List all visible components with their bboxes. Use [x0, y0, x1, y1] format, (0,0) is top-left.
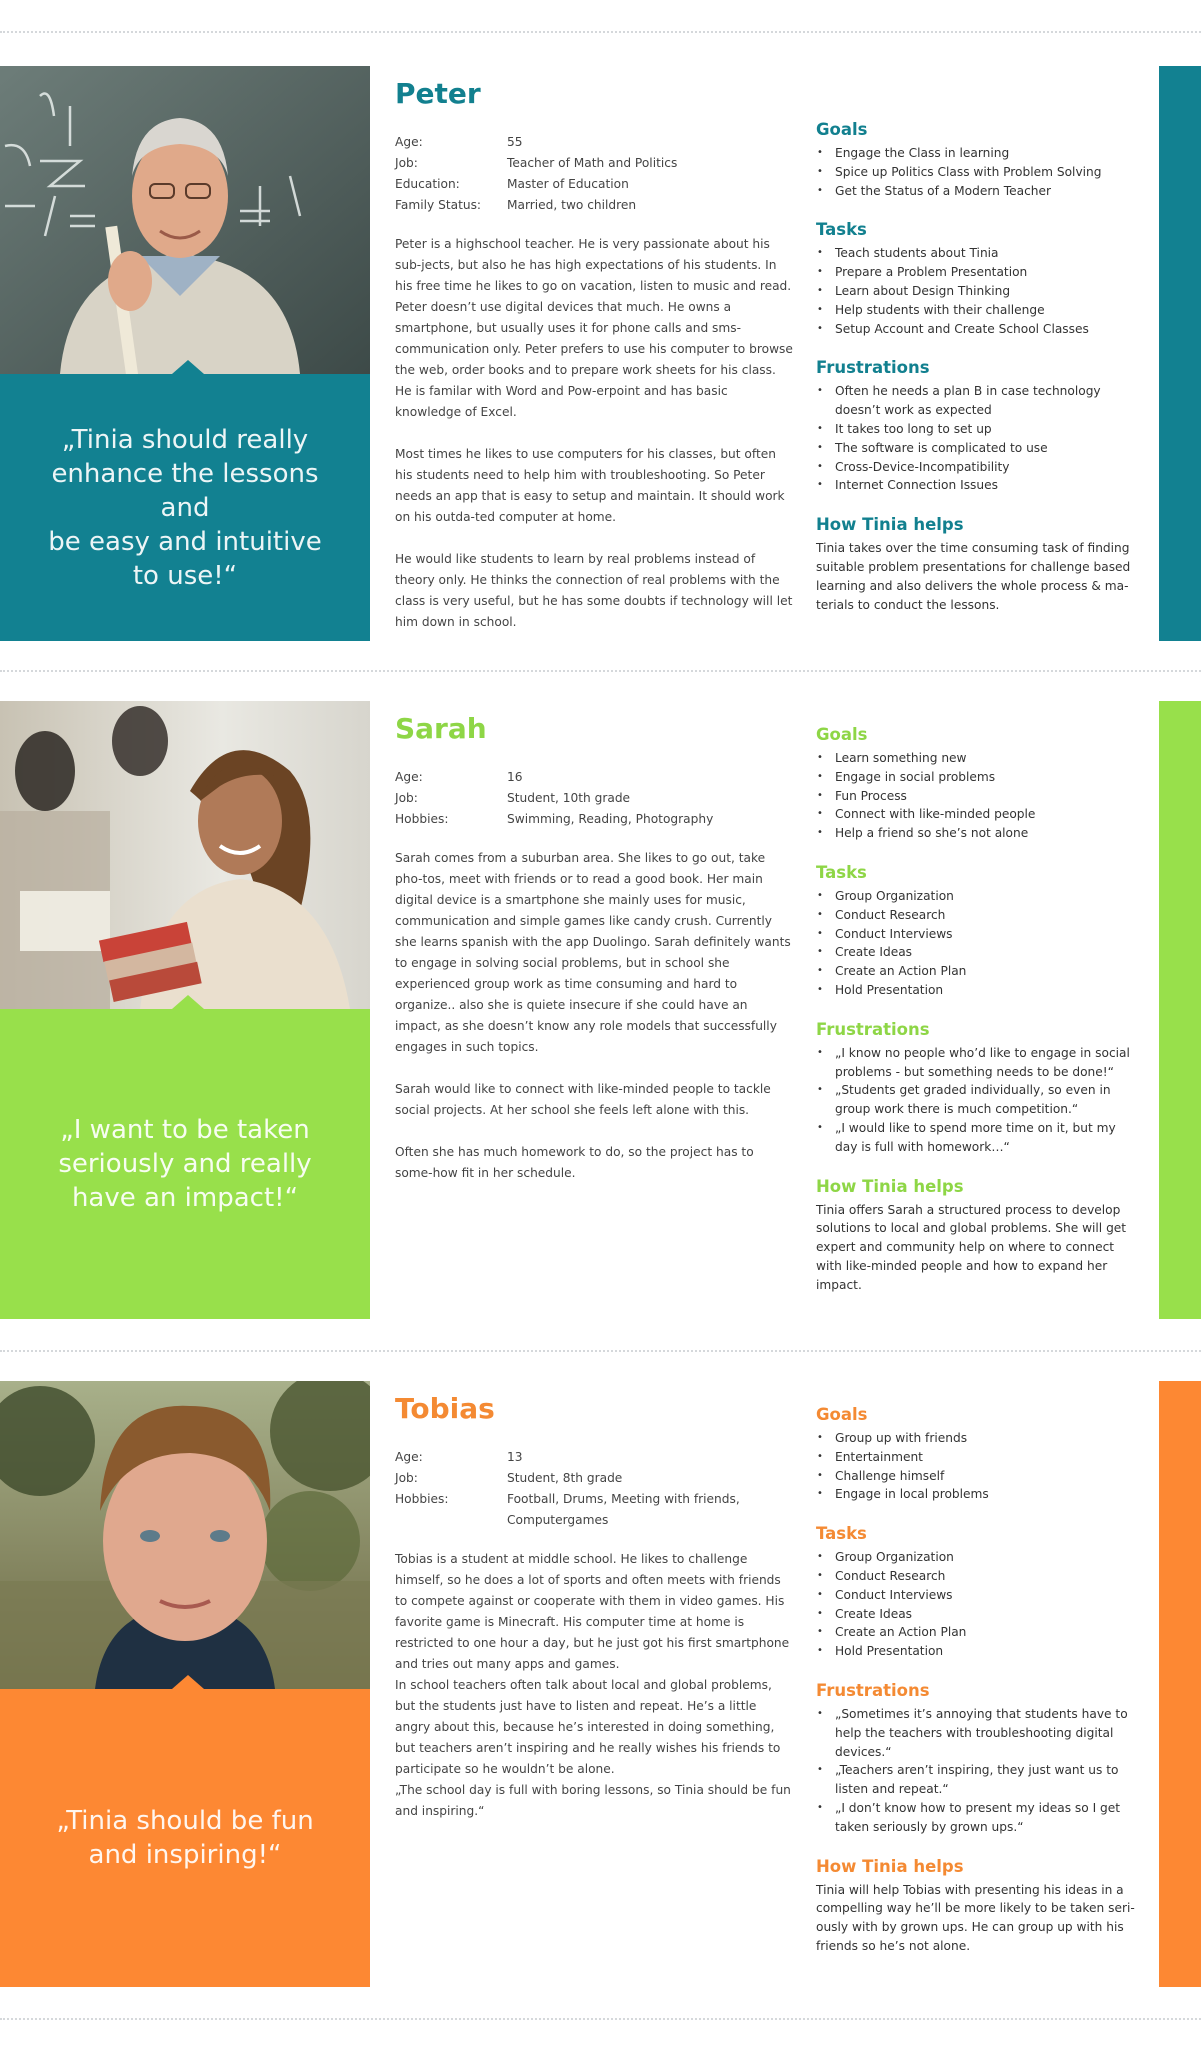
list-item: • Engage in social problems: [816, 768, 1136, 787]
persona-bio-paragraph: Most times he likes to use computers for his classes, but often his students need to help him with troubleshooting. So Peter needs an app that is easy to setup and maintain. It should work on his outda-ted computer at home.: [395, 447, 785, 524]
persona-bio-paragraph: Tobias is a student at middle school. He likes to challenge himself, so he does a lot of sports and often meets with friends to compete against or cooperate with them in video games. His favorite game is Minecraft. His computer time at home is restricted to one hour a day, but he just got his first smartphone and tries out many apps and games.: [395, 1552, 790, 1671]
list-item: • The software is complicated to use: [816, 439, 1136, 458]
list-item: • Cross-Device-Incompatibility: [816, 458, 1136, 477]
list-item: • Hold Presentation: [816, 1642, 1136, 1661]
how-tinia-helps-heading: How Tinia helps: [816, 1176, 964, 1196]
list-item: • Help a friend so she’s not alone: [816, 824, 1136, 843]
tasks-heading: Tasks: [816, 1524, 867, 1544]
list-item: • Conduct Research: [816, 906, 1136, 925]
list-item: • „Students get graded individually, so even in group work there is much competition.“: [816, 1081, 1136, 1119]
list-item: • „I don’t know how to present my ideas so I get taken seriously by grown ups.“: [816, 1799, 1136, 1837]
fact-value: Swimming, Reading, Photography: [507, 812, 714, 826]
fact-value: Married, two children: [507, 198, 637, 212]
persona-photo: [0, 66, 370, 374]
teacher-photo-illustration: [0, 66, 370, 374]
frustrations-heading: Frustrations: [816, 358, 930, 378]
persona-card-sarah: [0, 701, 1201, 1319]
fact-label: Job:: [395, 156, 418, 170]
goals-list: [816, 749, 1136, 843]
fact-value: 13: [507, 1450, 523, 1464]
persona-name: Tobias: [395, 1392, 495, 1425]
list-item: • Internet Connection Issues: [816, 476, 1136, 495]
fact-label: Age:: [395, 1450, 423, 1464]
frustrations-heading: Frustrations: [816, 1019, 930, 1039]
fact-label: Job:: [395, 791, 418, 805]
list-item: • It takes too long to set up: [816, 420, 1136, 439]
persona-quote: „Tinia should really enhance the lessons and be easy and intuitive to use!“: [48, 424, 322, 591]
frustrations-list: [816, 1705, 1136, 1837]
tasks-list: [816, 887, 1136, 1000]
goals-heading: Goals: [816, 1405, 868, 1424]
accent-bar: [1159, 701, 1201, 1319]
list-item: • Challenge himself: [816, 1467, 1136, 1486]
persona-quote-box: [0, 374, 370, 641]
persona-card-tobias: [0, 1381, 1201, 1987]
fact-value: Football, Drums, Meeting with friends, Computergames: [507, 1492, 740, 1527]
persona-bio-paragraph: Sarah comes from a suburban area. She likes to go out, take pho-tos, meet with friends or to read a good book. Her main digital device is a smartphone she mainly uses for music, communication and simple games like candy crush. Currently she learns spanish with the app Duolingo. Sarah definitely wants to engage in solving social problems, but in school she experienced group work as time consuming and hard to organize.. also she is quiete insecure if she could have an impact, as she doesn’t know any role models that successfully engages in such topics.: [395, 851, 791, 1054]
notch-arrow-icon: [172, 995, 204, 1009]
persona-bio-paragraph: Sarah would like to connect with like-minded people to tackle social projects. At her school she feels left alone with this.: [395, 1082, 771, 1117]
fact-value: 55: [507, 135, 523, 149]
accent-bar: [1159, 1381, 1201, 1987]
how-tinia-helps-heading: How Tinia helps: [816, 515, 964, 535]
goals-heading: Goals: [816, 120, 868, 139]
goals-heading: Goals: [816, 725, 868, 744]
list-item: • Learn about Design Thinking: [816, 282, 1136, 301]
persona-card-peter: [0, 66, 1201, 641]
fact-value: 16: [507, 770, 523, 784]
notch-arrow-icon: [172, 1675, 204, 1689]
list-item: • Hold Presentation: [816, 981, 1136, 1000]
list-item: • Get the Status of a Modern Teacher: [816, 182, 1136, 201]
goals-list: [816, 1429, 1136, 1504]
list-item: • Connect with like-minded people: [816, 805, 1136, 824]
list-item: • Group up with friends: [816, 1429, 1136, 1448]
list-item: • Conduct Interviews: [816, 1586, 1136, 1605]
persona-quote-box: [0, 1689, 370, 1987]
notch-arrow-icon: [172, 360, 204, 374]
section-divider: [0, 1350, 1201, 1352]
list-item: • Help students with their challenge: [816, 301, 1136, 320]
list-item: • Teach students about Tinia: [816, 244, 1136, 263]
persona-bio-paragraph: Often she has much homework to do, so the project has to some-how fit in her schedule.: [395, 1145, 754, 1180]
persona-facts: [395, 767, 795, 830]
student-girl-photo-illustration: [0, 701, 370, 1009]
list-item: • Create an Action Plan: [816, 1623, 1136, 1642]
list-item: • Create an Action Plan: [816, 962, 1136, 981]
list-item: • Often he needs a plan B in case technology doesn’t work as expected: [816, 382, 1136, 420]
tasks-heading: Tasks: [816, 220, 867, 240]
frustrations-list: [816, 1044, 1136, 1157]
frustrations-heading: Frustrations: [816, 1680, 930, 1700]
how-tinia-helps-text: Tinia takes over the time consuming task of finding suitable problem presentations for challenge based learning and also delivers the whole process & ma-terials to conduct the lessons.: [816, 541, 1131, 612]
section-divider: [0, 2018, 1201, 2020]
list-item: • „I know no people who’d like to engage in social problems - but something needs to be done!“: [816, 1044, 1136, 1082]
fact-label: Family Status:: [395, 198, 482, 212]
persona-name: Peter: [395, 77, 481, 110]
how-tinia-helps-text: Tinia offers Sarah a structured process to develop solutions to local and global problems. She will get expert and community help on where to connect with like-minded people and how to expand her impact.: [816, 1202, 1127, 1292]
persona-sidebar: [816, 1403, 1136, 1956]
fact-value: Teacher of Math and Politics: [507, 156, 678, 170]
persona-sidebar: [816, 723, 1136, 1295]
persona-sidebar: [816, 118, 1136, 614]
list-item: • Engage the Class in learning: [816, 144, 1136, 163]
fact-label: Job:: [395, 1471, 418, 1485]
list-item: • Group Organization: [816, 1548, 1136, 1567]
how-tinia-helps-heading: How Tinia helps: [816, 1856, 964, 1876]
persona-photo: [0, 1381, 370, 1689]
section-divider: [0, 31, 1201, 33]
fact-value: Student, 8th grade: [507, 1471, 623, 1485]
persona-bio-paragraph: In school teachers often talk about local and global problems, but the students just have to listen and repeat. He’s a little angry about this, because he’s interested in doing something, but teachers aren’t inspiring and he really wishes his friends to participate so he wouldn’t be alone.: [395, 1678, 781, 1776]
list-item: • Conduct Research: [816, 1567, 1136, 1586]
persona-facts: [395, 1447, 795, 1531]
fact-label: Age:: [395, 770, 423, 784]
frustrations-list: [816, 382, 1136, 495]
fact-label: Education:: [395, 177, 460, 191]
list-item: • Prepare a Problem Presentation: [816, 263, 1136, 282]
section-divider: [0, 670, 1201, 672]
student-boy-photo-illustration: [0, 1381, 370, 1689]
goals-list: [816, 144, 1136, 200]
persona-name: Sarah: [395, 712, 487, 745]
how-tinia-helps-text: Tinia will help Tobias with presenting his ideas in a compelling way he’ll be more likely to be taken seri-ously with by grown ups. He can group up with his friends so he’s not alone.: [816, 1882, 1135, 1953]
persona-facts: [395, 132, 795, 216]
list-item: • Create Ideas: [816, 943, 1136, 962]
persona-details: [395, 711, 795, 1205]
persona-quote: „I want to be taken seriously and really have an impact!“: [58, 1115, 312, 1213]
persona-quote: „Tinia should be fun and inspiring!“: [56, 1806, 314, 1870]
persona-details: [395, 1391, 795, 1822]
fact-label: Age:: [395, 135, 423, 149]
list-item: • „Sometimes it’s annoying that students have to help the teachers with troubleshooting digital devices.“: [816, 1705, 1136, 1761]
persona-bio-paragraph: „The school day is full with boring lessons, so Tinia should be fun and inspiring.“: [395, 1783, 791, 1818]
list-item: • Entertainment: [816, 1448, 1136, 1467]
list-item: • Engage in local problems: [816, 1485, 1136, 1504]
list-item: • „Teachers aren’t inspiring, they just want us to listen and repeat.“: [816, 1761, 1136, 1799]
persona-photo: [0, 701, 370, 1009]
persona-quote-box: [0, 1009, 370, 1319]
tasks-list: [816, 1548, 1136, 1661]
fact-value: Master of Education: [507, 177, 629, 191]
accent-bar: [1159, 66, 1201, 641]
list-item: • Fun Process: [816, 787, 1136, 806]
fact-label: Hobbies:: [395, 812, 449, 826]
persona-bio-paragraph: He would like students to learn by real problems instead of theory only. He thinks the connection of real problems with the class is very useful, but he has some doubts if technology will let him down in school.: [395, 552, 793, 629]
list-item: • Learn something new: [816, 749, 1136, 768]
list-item: • Create Ideas: [816, 1605, 1136, 1624]
persona-details: [395, 76, 795, 654]
tasks-list: [816, 244, 1136, 338]
list-item: • Setup Account and Create School Classes: [816, 320, 1136, 339]
persona-bio-paragraph: Peter is a highschool teacher. He is very passionate about his sub-jects, but also he has high expectations of his students. In his free time he likes to go on vacation, listen to music and read. Peter doesn’t use digital devices that much. He owns a smartphone, but usually uses it for phone calls and sms-communication only. Peter prefers to use his computer to browse the web, order books and to prepare work sheets for his class. He is familar with Word and Pow-erpoint and has basic knowledge of Excel.: [395, 237, 793, 419]
tasks-heading: Tasks: [816, 862, 867, 882]
fact-label: Hobbies:: [395, 1492, 449, 1506]
list-item: • Conduct Interviews: [816, 925, 1136, 944]
fact-value: Student, 10th grade: [507, 791, 631, 805]
list-item: • Group Organization: [816, 887, 1136, 906]
list-item: • „I would like to spend more time on it, but my day is full with homework…“: [816, 1119, 1136, 1157]
list-item: • Spice up Politics Class with Problem Solving: [816, 163, 1136, 182]
